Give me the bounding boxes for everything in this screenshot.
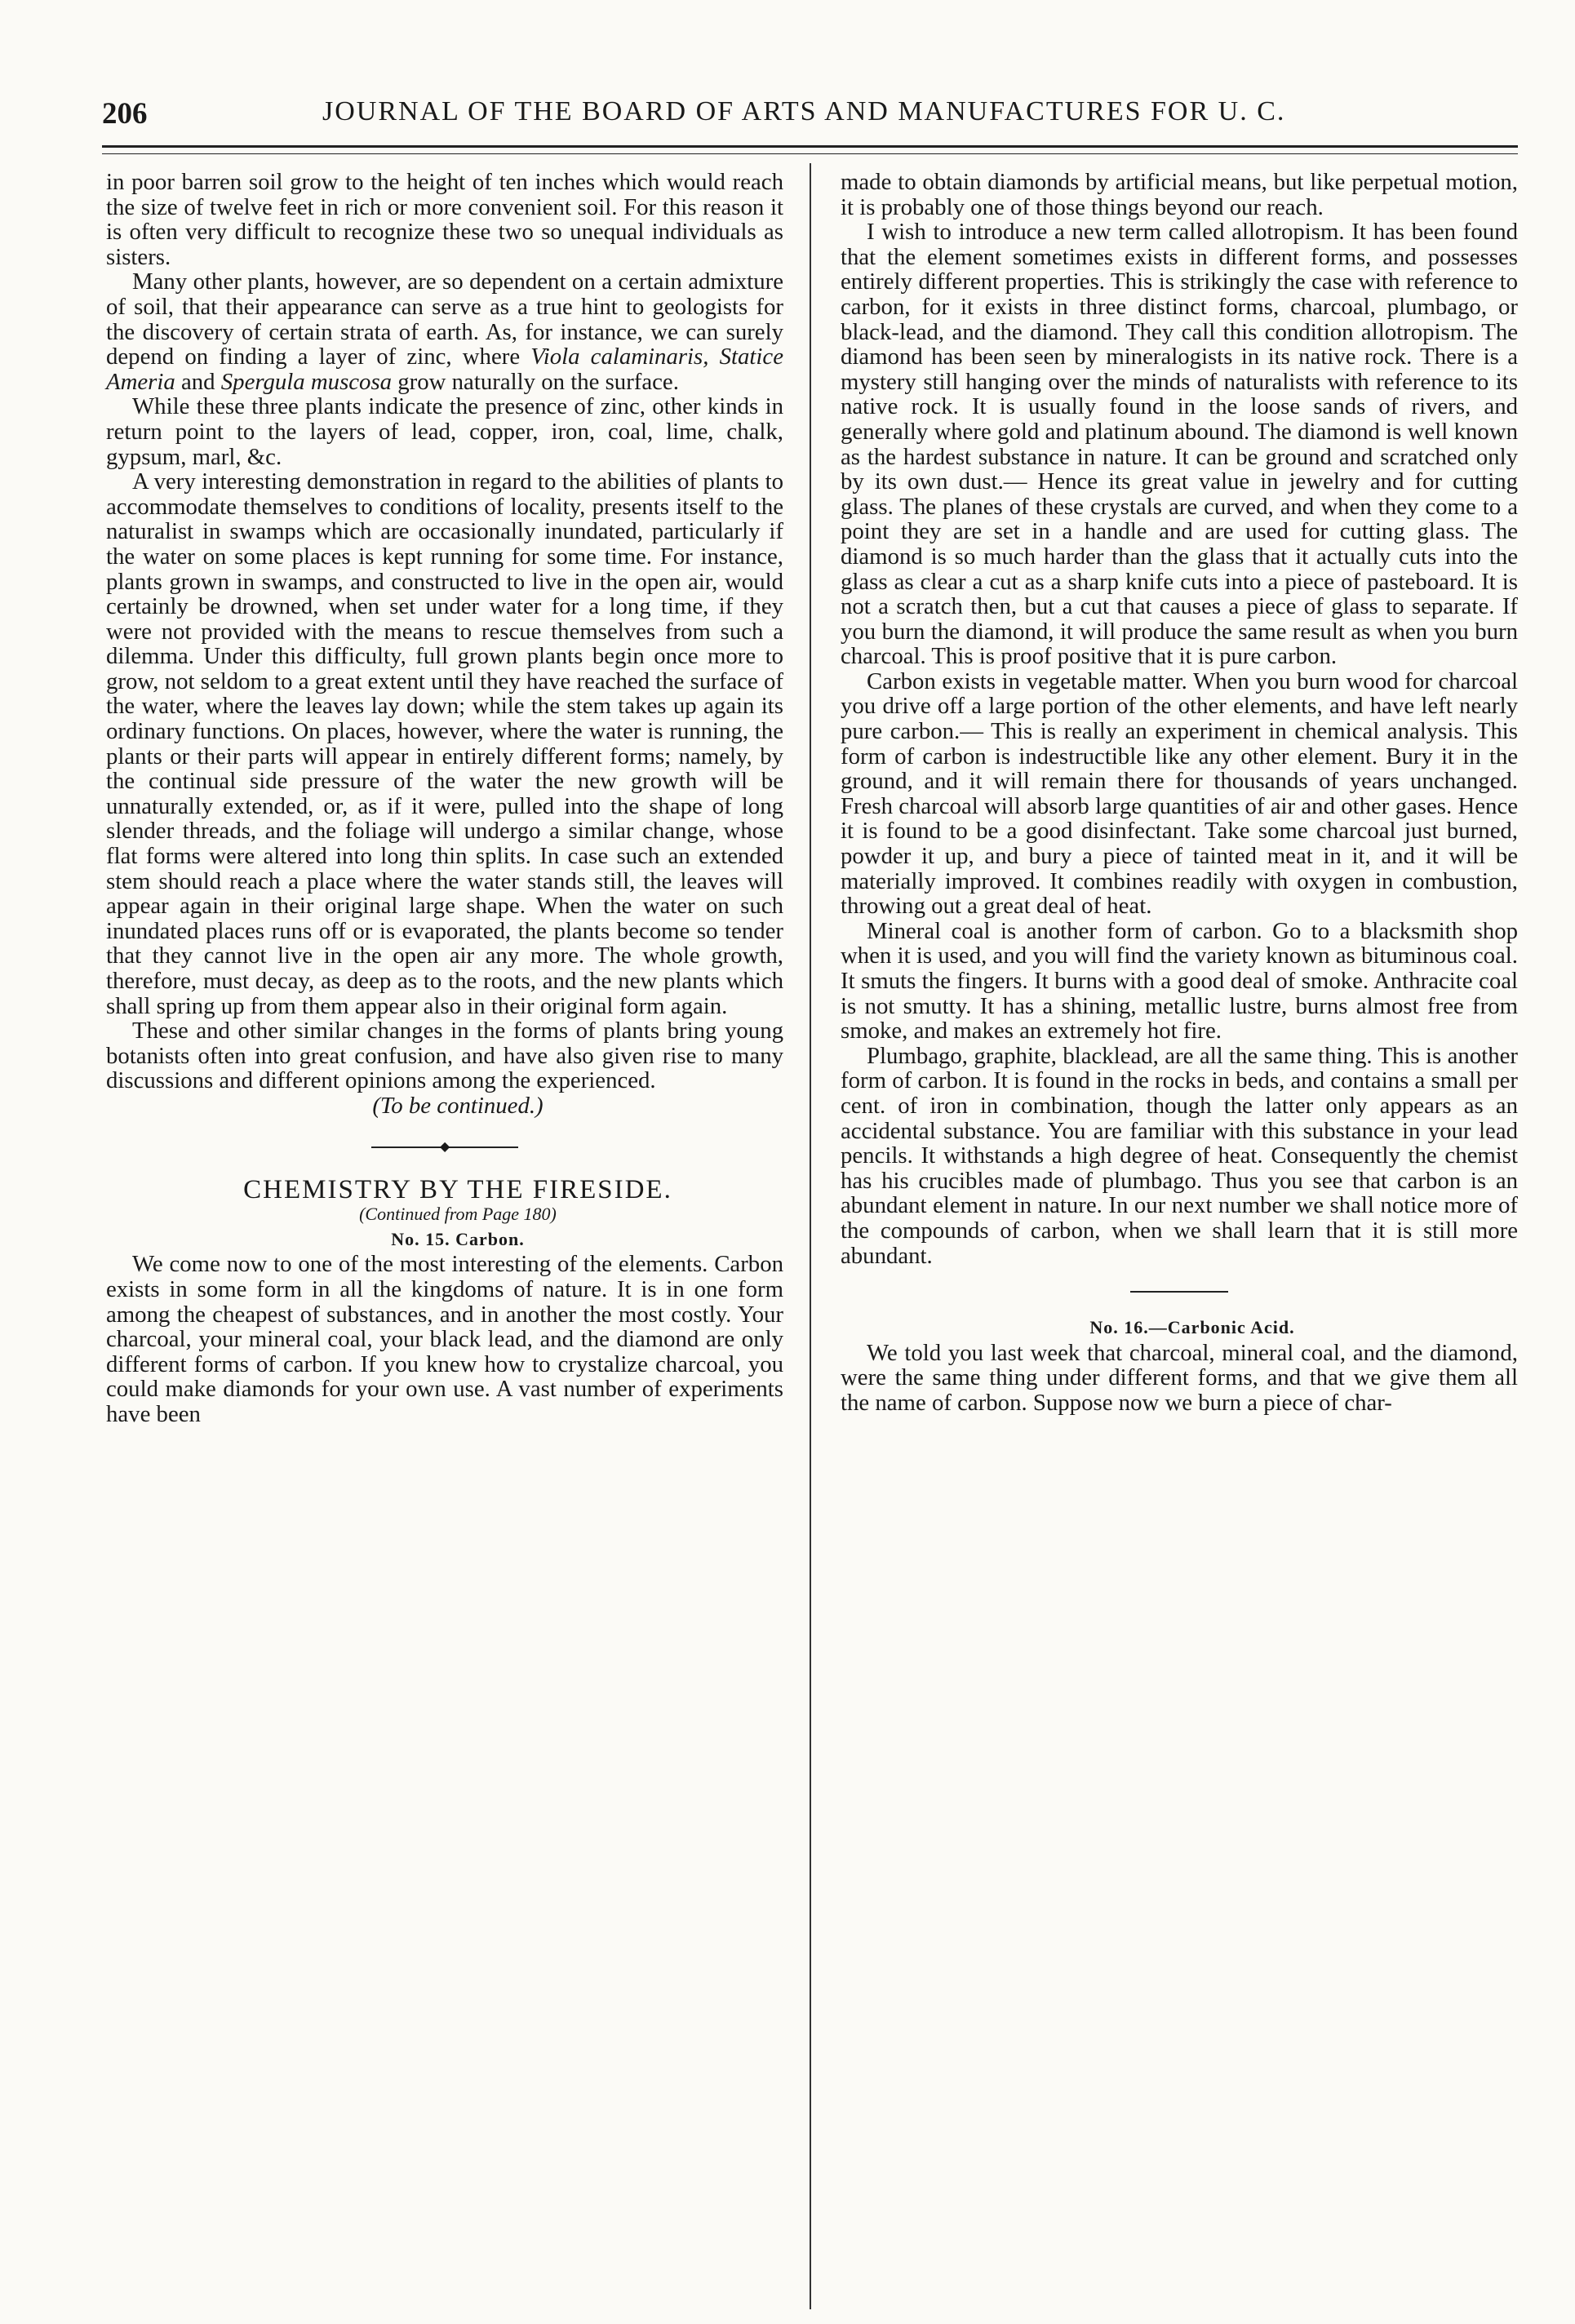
section-number: No. 16.—Carbonic Acid. bbox=[1089, 1317, 1295, 1338]
diamond-icon: ◆ bbox=[440, 1139, 450, 1154]
ornamental-rule bbox=[371, 1138, 518, 1156]
section-title: CHEMISTRY BY THE FIRESIDE. bbox=[243, 1174, 672, 1204]
paragraph: I wish to introduce a new term called allotropism. It has been found that the element sometimes exists in different forms, and possesses entirely different properties. This is strikingly the case with reference to carbon, for it exists in three distinct forms, charcoal, plumbago, or black-lead, and the diamond. They call this condition allotropism. The diamond has been seen by mineralogists in its native rock. There is a mystery still hanging over the minds of naturalists with reference to its native rock. It is usually found in the loose sands of rivers, and generally where gold and platinum abound. The diamond is well known as the hardest substance in nature. It can be ground and scratched only by its own dust.— Hence its great value in jewelry and for cutting glass. The planes of these crystals are curved, and when they come to a point they are set in a handle and are used for cutting glass. The diamond is so much harder than the glass that it actually cuts into the glass as clear a cut as a sharp knife cuts into a piece of pasteboard. It is not a scratch then, but a cut that causes a piece of glass to separate. If you burn the diamond, it will produce the same result as when you burn charcoal. This is proof positive that it is pure carbon. bbox=[841, 219, 1518, 670]
paragraph: We told you last week that charcoal, mineral coal, and the diamond, were the same thing under different forms, and that we give them all the name of carbon. Suppose now we burn a piece of char- bbox=[841, 1339, 1518, 1416]
paragraph: Mineral coal is another form of carbon. Go to a blacksmith shop when it is used, and you will find the variety known as bituminous coal. It smuts the fingers. It burns with a good deal of smoke. Anthracite coal is not smutty. It has a shining, metallic lustre, burns almost free from smoke, and makes an extremely hot fire. bbox=[841, 917, 1518, 1044]
header-rule bbox=[102, 145, 1518, 154]
paragraph: These and other similar changes in the forms of plants bring young botanists often into great confusion, and have also given rise to many discussions and different opinions among the experienced. bbox=[106, 1018, 783, 1094]
right-column bbox=[841, 170, 1518, 1416]
paragraph: Plumbago, graphite, blacklead, are all the same thing. This is another form of carbon. It is found in the rocks in beds, and contains a small per cent. of iron in combination, though the latter only appears as an accidental substance. You are familiar with this substance in your lead pencils. It withstands a high degree of heat. Consequently the chemist has his crucibles made of plumbago. Thus you see that carbon is an abundant element in nature. In our next number we shall notice more of the compounds of carbon, when we shall learn that it is still more abundant. bbox=[841, 1042, 1518, 1269]
paragraph: made to obtain diamonds by artificial means, but like perpetual motion, it is probably one of those things beyond our reach. bbox=[841, 169, 1518, 220]
paragraph: We come now to one of the most interesting of the elements. Carbon exists in some form in all the kingdoms of nature. It is in one form among the cheapest of substances, and in another the most costly. Your charcoal, your mineral coal, your black lead, and the diamond are only different forms of carbon. If you knew how to crystalize charcoal, you could make diamonds for your own use. A vast number of experiments have been bbox=[106, 1251, 783, 1427]
section-divider bbox=[1130, 1291, 1228, 1293]
paragraph: While these three plants indicate the presence of zinc, other kinds in return point to the layers of lead, copper, iron, coal, lime, chalk, gypsum, marl, &c. bbox=[106, 393, 783, 470]
paragraph: A very interesting demonstration in regard to the abilities of plants to accommodate themselves to conditions of locality, presents itself to the naturalist in swamps which are occasionally inundated, particularly if the water on some places is kept running for some time. For instance, plants grown in swamps, and constructed to live in the open air, would certainly be drowned, when set under water for a long time, if they were not provided with the means to rescue themselves from such a dilemma. Under this difficulty, full grown plants begin once more to grow, not seldom to a great extent until they have reached the surface of the water, where the leaves lay down; while the stem takes up again its ordinary functions. On places, however, where the water is running, the plants or their parts will appear in entirely different forms; namely, by the continual side pressure of the water the new growth will be unnaturally extended, or, as if it were, pulled into the shape of long slender threads, and the foliage will undergo a similar change, whose flat forms were altered into long thin splits. In case such an extended stem should reach a place where the water stands still, the leaves will appear again in their original large shape. When the water on such inundated places runs off or is evaporated, the plants become so tender that they cannot live in the open air any more. The whole growth, therefore, must decay, as deep as to the roots, and the new plants which shall spring up from them appear also in their original form again. bbox=[106, 468, 783, 1019]
to-be-continued: (To be continued.) bbox=[372, 1092, 543, 1119]
left-column bbox=[106, 170, 783, 1427]
paragraph: Carbon exists in vegetable matter. When you burn wood for charcoal you drive off a large portion of the other elements, and have left nearly pure carbon.— This is really an experiment in chemical analysis. This form of carbon is indestructible like any other element. Bury it in the ground, and it will remain there for thousands of years unchanged. Fresh charcoal will absorb large quantities of air and other gases. Hence it is found to be a good disinfectant. Take some charcoal just burned, powder it up, and bury a piece of tainted meat in it, and it will be materially improved. It combines readily with oxygen in combustion, throwing out a great deal of heat. bbox=[841, 667, 1518, 920]
section-subtitle: (Continued from Page 180) bbox=[359, 1204, 557, 1225]
page-number: 206 bbox=[102, 97, 148, 131]
paragraph: Many other plants, however, are so dependent on a certain admixture of soil, that their appearance can serve as a true hint to geologists for the discovery of certain strata of earth. As, for instance, we can surely depend on finding a layer of zinc, where Viola calaminaris, Statice Ameria and Spergula muscosa grow naturally on the surface. bbox=[106, 268, 783, 395]
column-divider bbox=[810, 163, 811, 2309]
page-header bbox=[102, 96, 1518, 137]
running-title: JOURNAL OF THE BOARD OF ARTS AND MANUFACTURES FOR U. C. bbox=[322, 96, 1286, 126]
paragraph: in poor barren soil grow to the height of ten inches which would reach the size of twelve feet in rich or more convenient soil. For this reason it is often very difficult to recognize these two so unequal individuals as sisters. bbox=[106, 169, 783, 270]
section-number: No. 15. Carbon. bbox=[391, 1228, 525, 1249]
